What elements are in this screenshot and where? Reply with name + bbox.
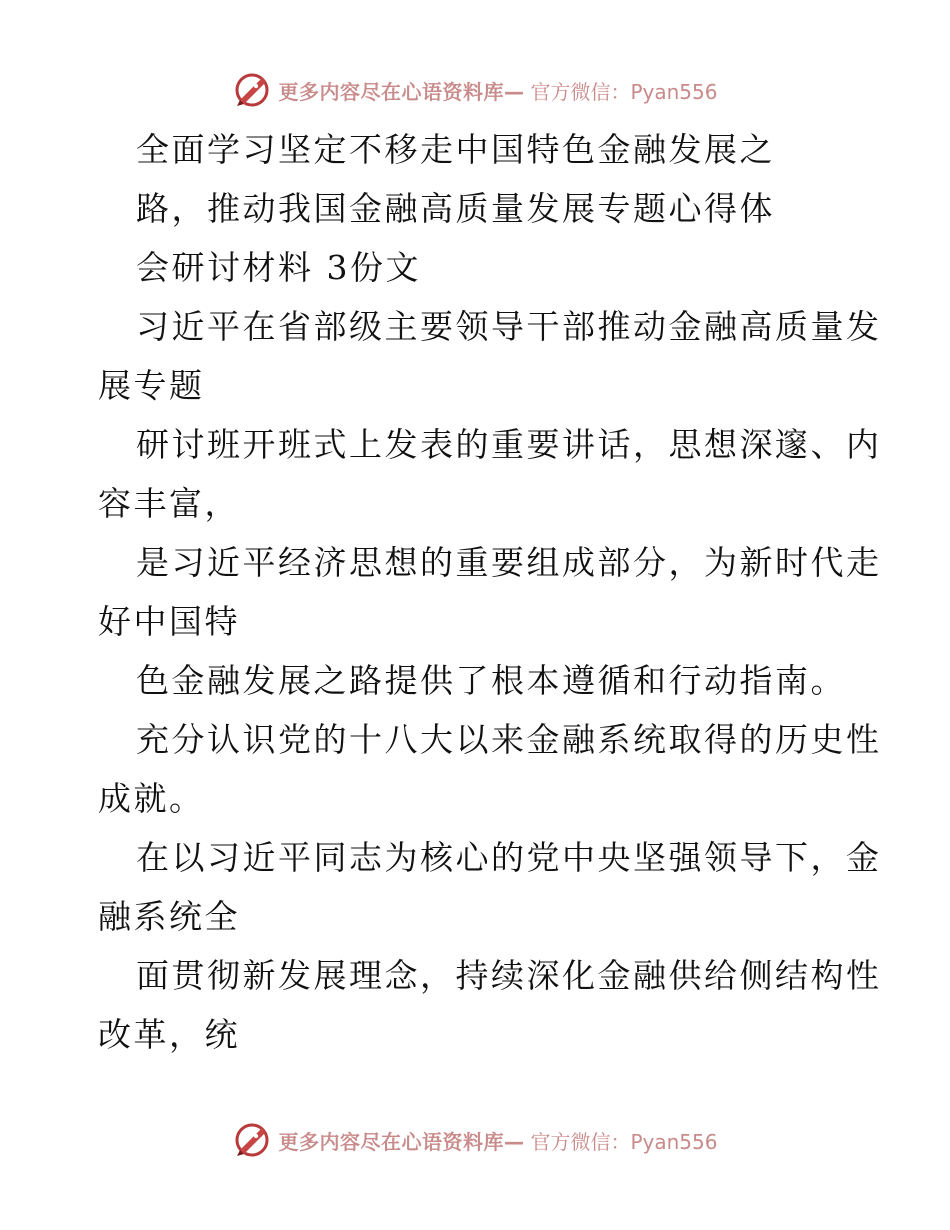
document-title-line: 路，推动我国金融高质量发展专题心得体 bbox=[136, 189, 775, 228]
paragraph-line: 好中国特 bbox=[98, 602, 240, 641]
pen-logo-icon bbox=[232, 1120, 272, 1160]
watermark-text: 更多内容尽在心语资料库— bbox=[278, 1129, 525, 1154]
document-title-line: 会研讨材料 3份文 bbox=[136, 248, 421, 287]
watermark-text: 更多内容尽在心语资料库— bbox=[278, 79, 525, 104]
paragraph-line: 展专题 bbox=[98, 366, 205, 405]
watermark-wechat: 官方微信：Pyan556 bbox=[530, 79, 718, 104]
watermark-wechat: 官方微信：Pyan556 bbox=[530, 1129, 718, 1154]
footer-watermark-banner bbox=[0, 1118, 950, 1162]
document-title-line: 全面学习坚定不移走中国特色金融发展之 bbox=[136, 130, 775, 169]
paragraph-line: 色金融发展之路提供了根本遵循和行动指南。 bbox=[136, 661, 846, 700]
paragraph-line: 容丰富， bbox=[98, 484, 240, 523]
paragraph-line: 融系统全 bbox=[98, 897, 240, 936]
document-body bbox=[98, 120, 882, 1064]
paragraph-line: 改革，统 bbox=[98, 1015, 240, 1054]
paragraph-line: 充分认识党的十八大以来金融系统取得的历史性 bbox=[136, 720, 882, 759]
paragraph-line: 成就。 bbox=[98, 779, 205, 818]
pen-logo-icon bbox=[232, 70, 272, 110]
header-watermark-banner bbox=[0, 68, 950, 112]
paragraph-line: 在以习近平同志为核心的党中央坚强领导下，金 bbox=[136, 838, 882, 877]
paragraph-line: 面贯彻新发展理念，持续深化金融供给侧结构性 bbox=[136, 956, 882, 995]
paragraph-line: 研讨班开班式上发表的重要讲话，思想深邃、内 bbox=[136, 425, 882, 464]
paragraph-line: 是习近平经济思想的重要组成部分，为新时代走 bbox=[136, 543, 882, 582]
paragraph-line: 习近平在省部级主要领导干部推动金融高质量发 bbox=[136, 307, 882, 346]
